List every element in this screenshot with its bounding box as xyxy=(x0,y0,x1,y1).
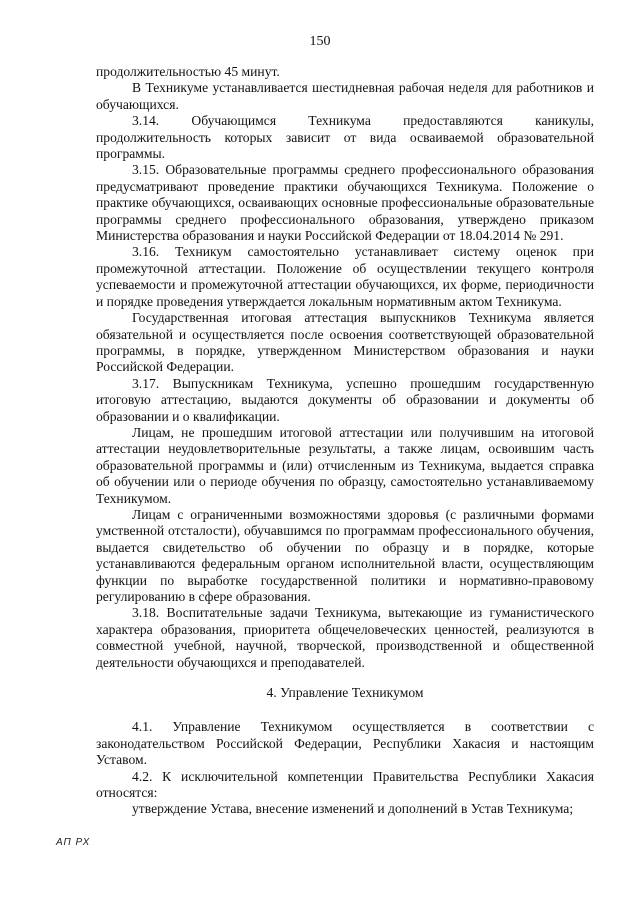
paragraph-continuation: продолжительностью 45 минут. xyxy=(96,64,280,79)
paragraph-3-15: 3.15. Образовательные программы среднего профессионального образования предусматривают проведение практики обучающихся Техникума. Положение о практике обучающихся, осваивающих основные профессиональные образовательные программы среднего профессионального образования, утверждено приказом Министерства образования и науки Российской Федерации от 18.04.2014 № 291. xyxy=(96,162,594,244)
paragraph-disabilities: Лицам с ограниченными возможностями здоровья (с различными формами умственной отсталости), обучавшимся по программам профессионального обучения, выдается свидетельство об обучении по образцу и в порядке, которые устанавливаются федеральным органом исполнительной власти, осуществляющим функции по выработке государственной политики и нормативно-правовому регулированию в сфере образования. xyxy=(96,506,594,604)
section-heading: 4. Управление Техникумом xyxy=(266,685,424,701)
paragraph-failed-certification: Лицам, не прошедшим итоговой аттестации или получившим на итоговой аттестации неудовлетворительные результаты, а также лицам, освоившим часть образовательной программы и (или) отчисленным из Техникума, выдается справка об обучении или о периоде обучения по образцу, самостоятельно устанавливаемому Техникумом. xyxy=(96,424,594,506)
paragraph-charter-approval: утверждение Устава, внесение изменений и дополнений в Устав Техникума; xyxy=(132,801,574,817)
paragraph-4-2: 4.2. К исключительной компетенции Правительства Республики Хакасия относятся: xyxy=(96,768,594,801)
paragraph-3-17: 3.17. Выпускникам Техникума, успешно прошедшим государственную итоговую аттестацию, выдаются документы об образовании и документы об образовании и о квалификации. xyxy=(96,375,594,424)
paragraph-3-18: 3.18. Воспитательные задачи Техникума, вытекающие из гуманистического характера образования, приоритета общечеловеческих ценностей, реализуются в совместной учебной, научной, творческой, производственной и общественной деятельности обучающихся и преподавателей. xyxy=(96,605,594,670)
paragraph-3-16: 3.16. Техникум самостоятельно устанавливает систему оценок при промежуточной аттестации. Положение об осуществлении текущего контроля успеваемости и промежуточной аттестации обучающихся, их форме, периодичности и порядке проведения утверждается локальным нормативным актом Техникума. xyxy=(96,244,594,309)
margin-note: АП РХ xyxy=(56,837,91,848)
paragraph-state-certification: Государственная итоговая аттестация выпускников Техникума является обязательной и осуществляется после освоения соответствующей образовательной программы, в порядке, утвержденном Министерством образования и науки Российской Федерации. xyxy=(96,310,594,375)
paragraph-work-week: В Техникуме устанавливается шестидневная рабочая неделя для работников и обучающихся. xyxy=(96,80,594,112)
paragraph-3-14: 3.14. Обучающимся Техникума предоставляются каникулы, продолжительность которых зависит от вида осваиваемой образовательной программы. xyxy=(96,113,594,162)
paragraph-4-1: 4.1. Управление Техникумом осуществляется в соответствии с законодательством Российской Федерации, Республики Хакасия и настоящим Уставом. xyxy=(96,719,594,768)
document-body xyxy=(96,64,594,818)
page-number: 150 xyxy=(309,34,331,49)
